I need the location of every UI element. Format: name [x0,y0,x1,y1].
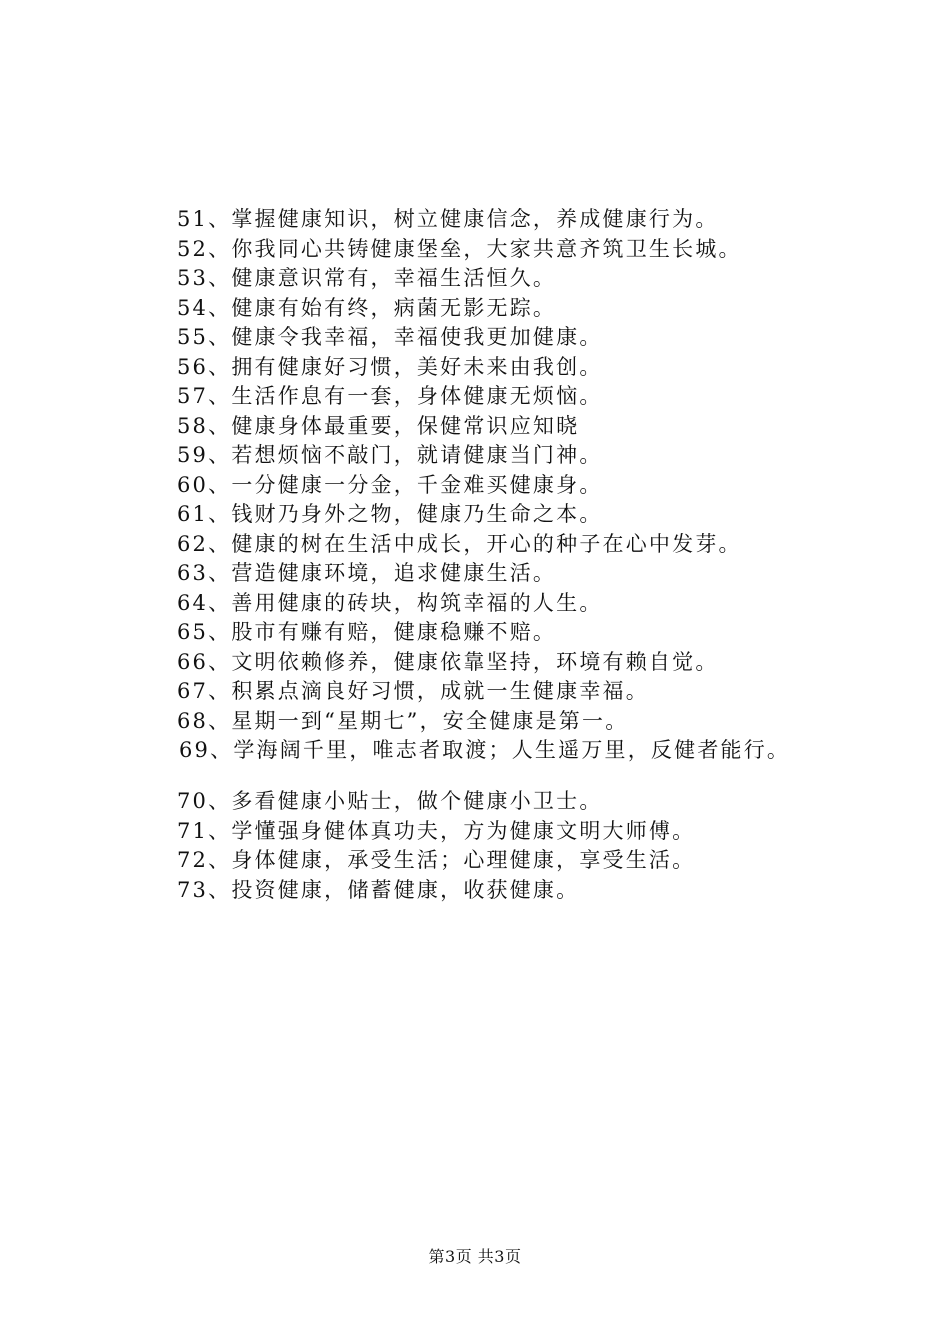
page-footer: 第3页 共3页 [428,1247,522,1266]
slogan-line: 70、多看健康小贴士，做个健康小卫士。 [177,789,603,813]
slogan-line: 55、健康令我幸福，幸福使我更加健康。 [177,325,603,349]
slogan-line: 53、健康意识常有，幸福生活恒久。 [177,266,557,290]
slogan-line: 71、学懂强身健体真功夫，方为健康文明大师傅。 [177,818,696,843]
slogan-line: 56、拥有健康好习惯，美好未来由我创。 [177,354,603,379]
slogan-line: 57、生活作息有一套，身体健康无烦恼。 [177,384,603,408]
slogan-line: 73、投资健康，储蓄健康，收获健康。 [177,877,580,902]
slogan-line: 60、一分健康一分金，千金难买健康身。 [177,472,603,497]
slogan-line: 61、钱财乃身外之物，健康乃生命之本。 [177,502,603,526]
slogan-line: 68、星期一到“星期七”，安全健康是第一。 [177,708,629,733]
slogan-line: 51、掌握健康知识，树立健康信念，养成健康行为。 [177,207,719,231]
slogan-list [177,205,877,905]
slogan-line: 54、健康有始有终，病菌无影无踪。 [177,295,557,320]
slogan-line: 64、善用健康的砖块，构筑幸福的人生。 [177,590,603,615]
slogan-line: 65、股市有赚有赔，健康稳赚不赔。 [177,620,557,644]
slogan-line: 52、你我同心共铸健康堡垒，大家共意齐筑卫生长城。 [177,236,742,261]
slogan-line: 69、学海阔千里，唯志者取渡；人生遥万里，反健者能行。 [179,738,791,762]
slogan-line: 59、若想烦恼不敲门，就请健康当门神。 [177,443,603,467]
slogan-line: 66、文明依赖修养，健康依靠坚持，环境有赖自觉。 [177,649,719,674]
slogan-line: 72、身体健康，承受生活；心理健康，享受生活。 [177,848,696,872]
slogan-line: 63、营造健康环境，追求健康生活。 [177,561,557,585]
slogan-line: 58、健康身体最重要，保健常识应知晓 [177,413,580,438]
slogan-line: 67、积累点滴良好习惯，成就一生健康幸福。 [177,679,649,703]
slogan-line: 62、健康的树在生活中成长，开心的种子在心中发芽。 [177,531,742,556]
